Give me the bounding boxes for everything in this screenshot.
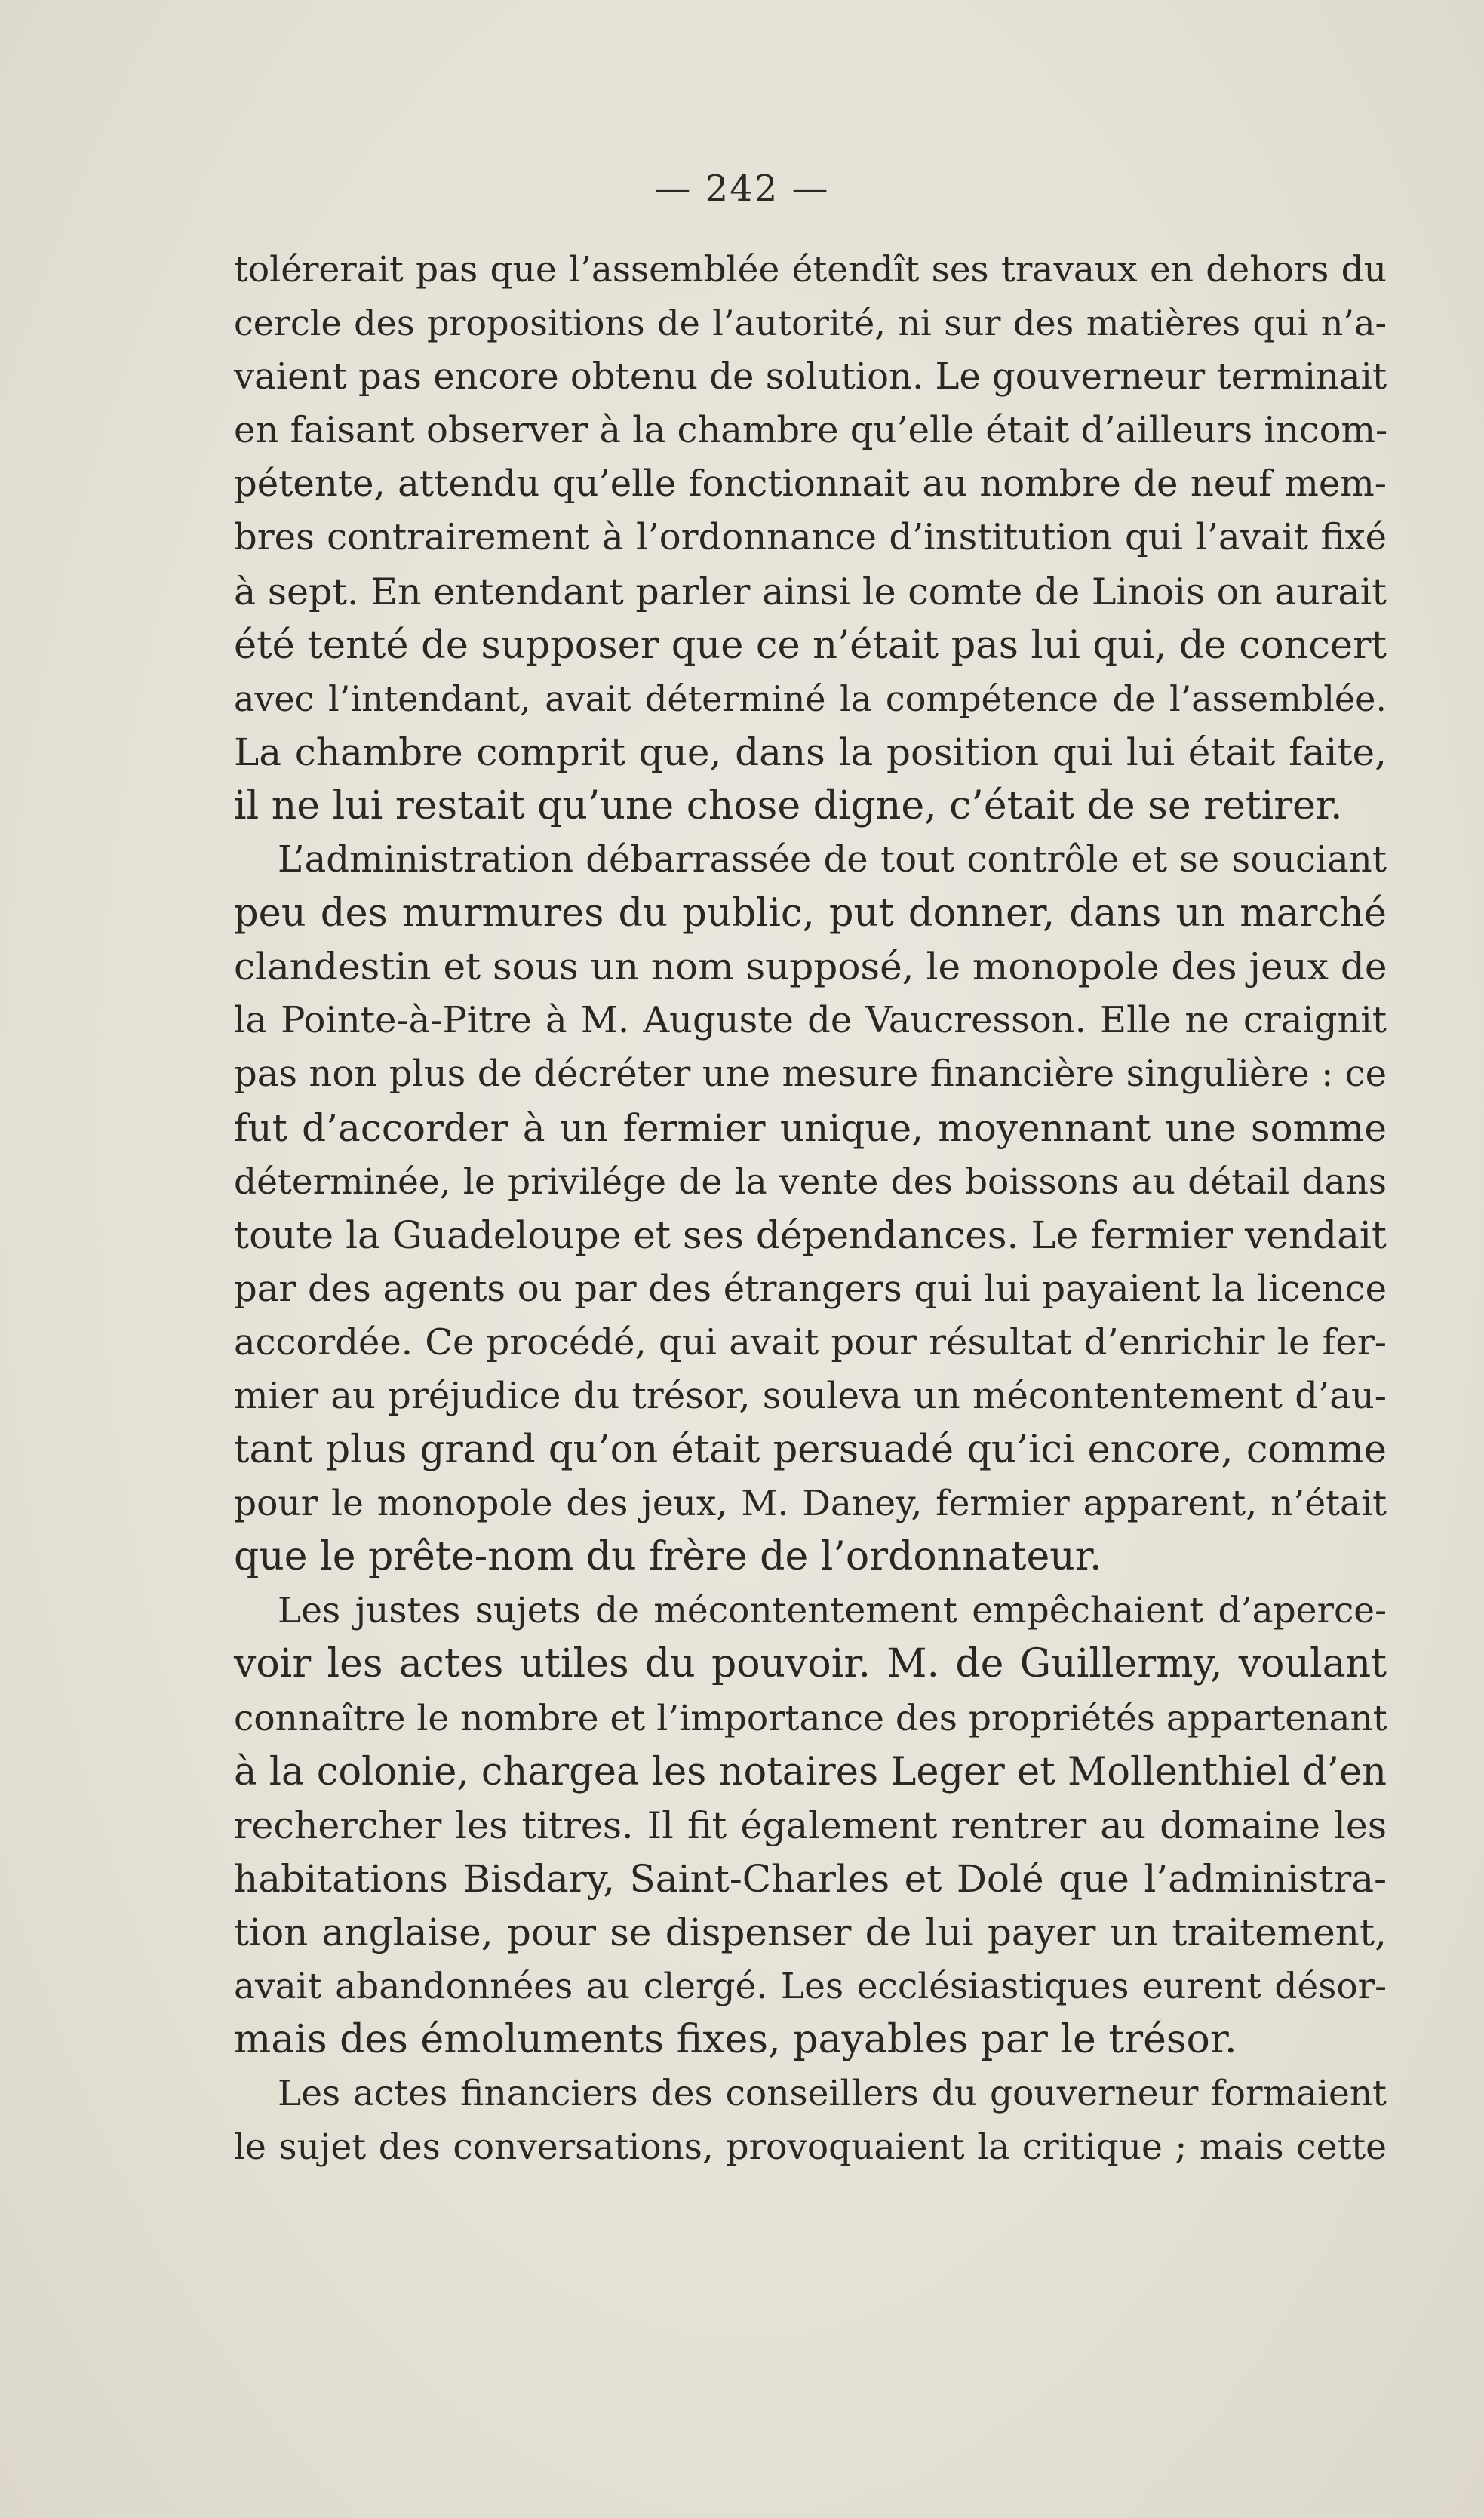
text-line: que le prête-nom du frère de l’ordonnateur. — [234, 1534, 1102, 1580]
paragraph — [234, 2067, 1387, 2174]
text-line: clandestin et sous un nom supposé, le monopole des jeux de — [234, 945, 1387, 989]
text-line: tolérerait pas que l’assemblée étendît ses travaux en dehors du — [234, 249, 1387, 291]
text-line: toute la Guadeloupe et ses dépendances. Le fermier vendait — [234, 1213, 1387, 1257]
text-line: accordée. Ce procédé, qui avait pour résultat d’enrichir le fer- — [234, 1320, 1387, 1364]
text-line: cercle des propositions de l’autorité, ni sur des matières qui n’a- — [234, 303, 1387, 344]
text-line: rechercher les titres. Il fit également rentrer au domaine les — [234, 1803, 1387, 1847]
text-line: peu des murmures du public, put donner, dans un marché — [234, 891, 1387, 936]
text-line: tant plus grand qu’on était persuadé qu’ici encore, comme — [234, 1428, 1387, 1473]
text-line: mier au préjudice du trésor, souleva un mécontentement d’au- — [234, 1374, 1387, 1417]
paragraph — [234, 833, 1387, 1584]
text-line: il ne lui restait qu’une chose digne, c’était de se retirer. — [234, 782, 1343, 829]
text-line: vaient pas encore obtenu de solution. Le gouverneur terminait — [234, 355, 1387, 398]
text-line: fut d’accorder à un fermier unique, moyennant une somme — [234, 1105, 1387, 1150]
paragraph — [234, 243, 1387, 833]
text-line: avait abandonnées au clergé. Les ecclésiastiques eurent désor- — [234, 1966, 1387, 2007]
text-line: voir les actes utiles du pouvoir. M. de Guillermy, voulant — [234, 1641, 1387, 1687]
text-line: à sept. En entendant parler ainsi le comte de Linois on aurait — [234, 570, 1387, 613]
text-line: connaître le nombre et l’importance des propriétés appartenant — [234, 1697, 1387, 1739]
text-line: pour le monopole des jeux, M. Daney, fermier apparent, n’était — [234, 1483, 1387, 1525]
text-line: Les justes sujets de mécontentement empêchaient d’aperce- — [278, 1590, 1387, 1632]
text-line: la Pointe-à-Pitre à M. Auguste de Vaucresson. Elle ne craignit — [234, 999, 1387, 1042]
body-text — [234, 243, 1387, 2174]
text-line: avec l’intendant, avait déterminé la compétence de l’assemblée. — [234, 678, 1387, 719]
text-line: à la colonie, chargea les notaires Leger et Mollenthiel d’en — [234, 1749, 1387, 1794]
text-line: tion anglaise, pour se dispenser de lui payer un traitement, — [234, 1910, 1387, 1954]
text-line: mais des émoluments fixes, payables par le trésor. — [234, 2017, 1237, 2063]
text-line: La chambre comprit que, dans la position qui lui était faite, — [234, 730, 1387, 774]
paragraph — [234, 1584, 1387, 2067]
text-line: déterminée, le privilége de la vente des boissons au détail dans — [234, 1161, 1387, 1203]
text-line: pas non plus de décréter une mesure financière singulière : ce — [234, 1053, 1387, 1096]
text-line: Les actes financiers des conseillers du gouverneur formaient — [278, 2073, 1387, 2115]
page-number: — 242 — — [654, 168, 830, 210]
text-line: par des agents ou par des étrangers qui lui payaient la licence — [234, 1267, 1387, 1310]
text-line: habitations Bisdary, Saint-Charles et Dolé que l’administra- — [234, 1856, 1387, 1901]
text-line: en faisant observer à la chambre qu’elle était d’ailleurs incom- — [234, 409, 1388, 452]
text-line: été tenté de supposer que ce n’était pas lui qui, de concert — [234, 623, 1387, 668]
text-line: le sujet des conversations, provoquaient la critique ; mais cette — [234, 2126, 1387, 2169]
text-line: L’administration débarrassée de tout contrôle et se souciant — [278, 838, 1387, 881]
text-line: bres contrairement à l’ordonnance d’institution qui l’avait fixé — [234, 516, 1387, 559]
text-line: pétente, attendu qu’elle fonctionnait au nombre de neuf mem- — [234, 463, 1387, 506]
